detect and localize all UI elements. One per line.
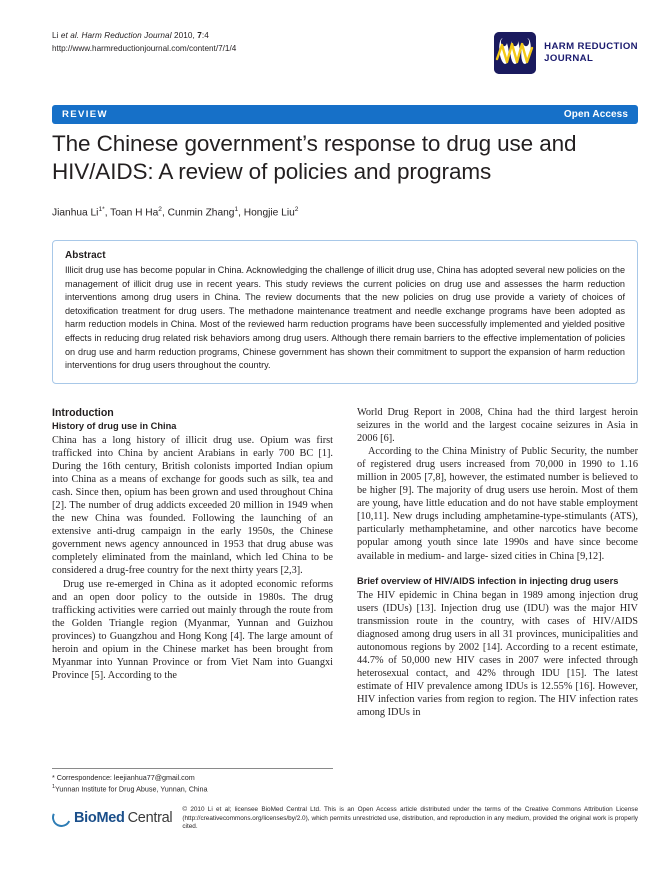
paragraph: Drug use re-emerged in China as it adopted economic reforms and an open door policy to the outside in 1980s. The drug trafficking activities were carried out mainly through the route from the Golden Triangle region (Myanmar, Yunnan and Guizhou provinces) to Guangzhou and Hong Kong [4]. The large amount of heroin and opium in the Chinese market has been brought from Myanmar into Yunnan Province or from Viet Nam into Guangxi Province [5]. According to the [52, 578, 333, 681]
paragraph: World Drug Report in 2008, China had the third largest heroin seizures in the world and the largest cocaine seizures in Asia in 2006 [6]. [357, 407, 638, 445]
page-footer [52, 806, 638, 832]
abstract-heading: Abstract [65, 250, 106, 261]
abstract-box [52, 240, 638, 384]
citation-year: 2010, [171, 31, 198, 40]
biomed-central-logo [52, 806, 172, 827]
citation-issue: :4 [201, 31, 209, 40]
journal-logo [494, 32, 638, 74]
page-title: The Chinese government’s response to drug use and HIV/AIDS: A review of policies and programs [52, 131, 577, 184]
paragraph: The HIV epidemic in China began in 1989 among injection drug users (IDUs) [13]. Injection drug use (IDU) was the major HIV transmission route in the country, with cases of HIV/AIDS diagnosed among drug users in all 31 provinces, municipalities and autonomous regions by 2002 [14]. According to a recent estimate, 44.7% of 50,000 new HIV cases in 2007 were infected through heterosexual contact, and 42% through IDU [15]. The latest estimate of HIV prevalence among IDUs is 12.55% [16]. However, HIV infection varies from region to region. The HIV infection rates among IDUs in [357, 589, 638, 718]
author-affiliation: $^1$Yunnan Institute for Drug Abuse, Yunnan, China [52, 783, 208, 794]
right-column [357, 406, 638, 766]
body-columns [52, 406, 638, 766]
article-type-label: REVIEW [62, 109, 108, 120]
article-url[interactable]: http://www.harmreductionjournal.com/content/7/1/4 [52, 43, 237, 53]
correspondence-email: * Correspondence: leejianhua77@gmail.com [52, 773, 195, 782]
central-label: Central [127, 809, 173, 826]
biomed-label: BioMed [74, 809, 125, 826]
citation-journal: et al. Harm Reduction Journal [60, 31, 172, 40]
citation-prefix: Li [52, 31, 61, 40]
subsection-heading-hiv-overview: Brief overview of HIV/AIDS infection in injecting drug users [357, 575, 619, 586]
open-access-label: Open Access [563, 109, 628, 120]
correspondence-footnote [52, 768, 333, 794]
copyright-notice: © 2010 Li et al; licensee BioMed Central Ltd. This is an Open Access article distributed under the terms of the Creative Commons Attribution License (http://creativecommons.org/licenses/by/2.0), which permits unrestricted use, distribution, and reproduction in any medium, provided the original work is properly cited. [182, 806, 638, 831]
abstract-text: Illicit drug use has become popular in China. Acknowledging the challenge of illicit drug use, China has adopted several new policies on the management of illicit drug use in recent years. This study reviews the current policies on drug use and assesses the harm reduction interventions among drug users in China. The review documents that the new policies on drug use provide a variety of choices of detoxification treatment for drug users. The methadone maintenance treatment and needle exchange programs have been adopted as harm reduction models in China. Most of the reviewed harm reduction programs have been successfully implemented and yielded positive effects in reducing drug related risk behaviors among drug users. Although there remain barriers to the effective implementation of policies on drug use and harm reduction programs, Chinese government has shown their commitment to support the expansion of harm reduction interventions for drug users throughout the country. [65, 265, 625, 371]
author-list: Jianhua $Li^{1*}$, Toan H Ha$^2$, Cunmin Zhang$^1$, Hongjie Liu$^2$ [52, 206, 299, 219]
citation-volume: 7 [197, 31, 202, 40]
section-heading-introduction: Introduction [52, 407, 114, 419]
paragraph: According to the China Ministry of Public Security, the number of registered drug users increased from 70,000 in 1990 to 1.16 million in 2005 [7,8], however, the estimated number is believed to be higher [9]. The majority of drug users use heroin. Most of them are young, have little education and do not have stable employment [10,11]. New drugs including amphetamine-type-stimulants (ATS), particularly methamphetamine, and other narcotics have become popular among youth since late 1990s and have since become available in medium- and large- sized cities in China [9,12]. [357, 446, 638, 562]
paragraph: China has a long history of illicit drug use. Opium was first trafficked into China by ancient Arabians in early 700 BC [1]. During the 16th century, British colonists imported Indian opium into China as a means of exchange for goods such as silk, tea and cash. Since then, opium has been grown and used throughout China [2]. The number of drug addicts exceeded 20 million in 1949 when the new China was founded. Following the launching of an extensive anti-drug campaign in the early 1950s, the Chinese government news agency announced in 1953 that drug abuse was completely eliminated from the mainland, which led China to be considered a drug-free country for the next thirty years [2,3]. [52, 435, 333, 577]
subsection-heading-history: History of drug use in China [52, 421, 177, 431]
left-column [52, 406, 333, 766]
open-access-banner [52, 105, 638, 124]
harm-reduction-journal-icon [494, 32, 536, 74]
journal-name: HARM REDUCTION JOURNAL [544, 40, 638, 64]
biomed-ring-icon [49, 805, 73, 829]
